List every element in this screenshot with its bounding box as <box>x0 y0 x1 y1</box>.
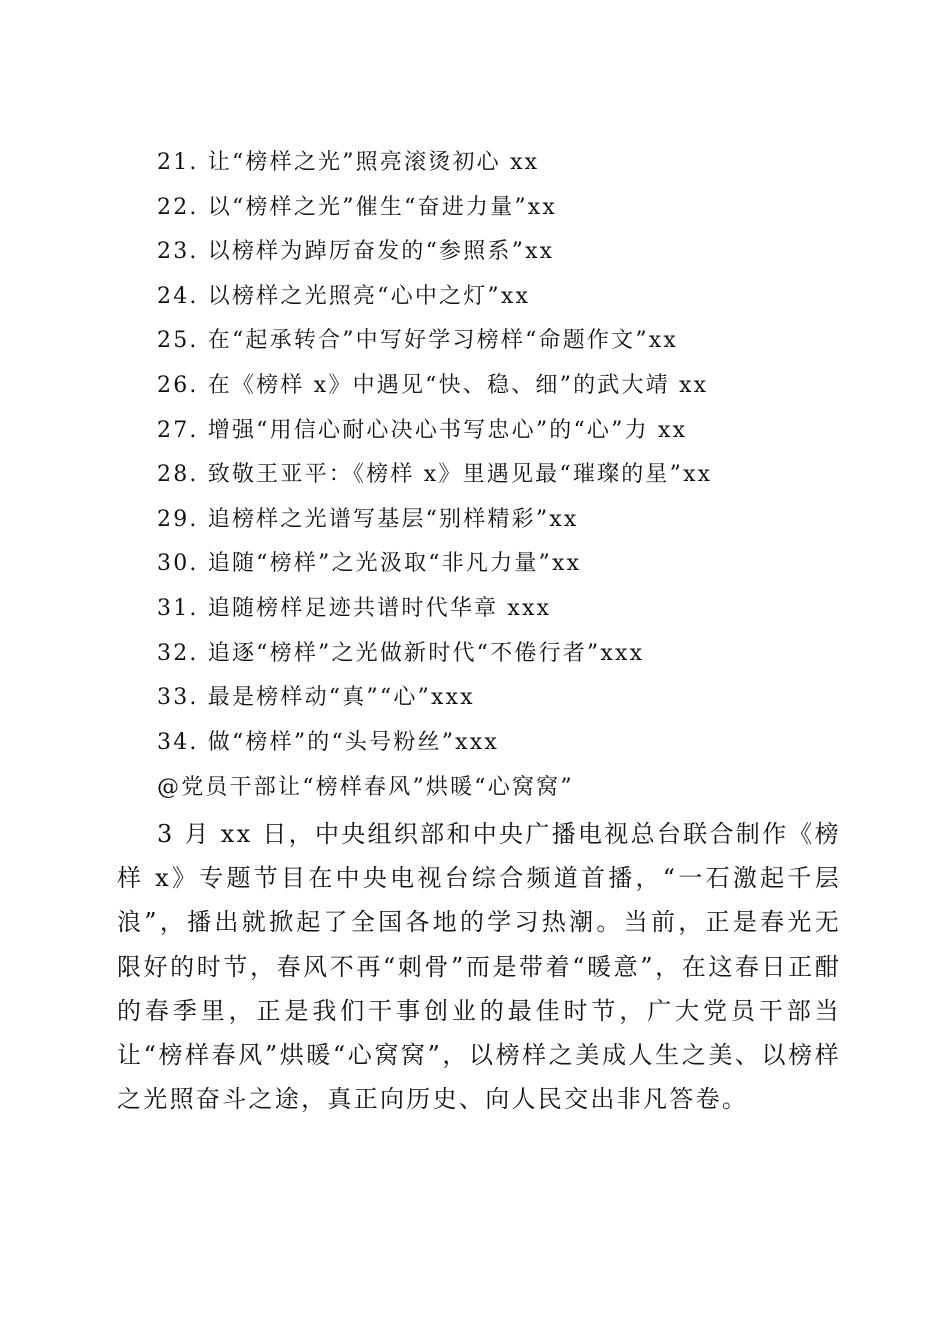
list-item: 25. 在“起承转合”中写好学习榜样“命题作文”xx <box>157 328 678 354</box>
list-item: 29. 追榜样之光谱写基层“别样精彩”xx <box>157 506 579 532</box>
list-item: 24. 以榜样之光照亮“心中之灯”xx <box>157 283 531 309</box>
article-heading: @党员干部让“榜样春风”烘暖“心窝窝” <box>157 775 574 800</box>
list-item: 31. 追随榜样足迹共谱时代华章 xxx <box>157 595 552 621</box>
list-item: 32. 追逐“榜样”之光做新时代“不倦行者”xxx <box>157 640 645 666</box>
title-list <box>157 145 712 769</box>
list-item: 26. 在《榜样 x》中遇见“快、稳、细”的武大靖 xx <box>157 372 709 398</box>
list-item: 30. 追随“榜样”之光汲取“非凡力量”xx <box>157 551 582 577</box>
list-item: 28. 致敬王亚平：《榜样 x》里遇见最“璀璨的星”xx <box>157 462 713 488</box>
article-body: 3 月 xx 日，中央组织部和中央广播电视总台联合制作《榜样 x》专题节目在中央电视台综合频道首播，“一石激起千层浪”，播出就掀起了全国各地的学习热潮。当前，正是春光无限好的时节，春风不再“刺骨”而是带着“暖意”，在这春日正酣的春季里，正是我们干事创业的最佳时节，广大党员干部当让“榜样春风”烘暖“心窝窝”，以榜样之美成人生之美、以榜样之光照奋斗之途，真正向历史、向人民交出非凡答卷。 <box>117 820 841 1114</box>
list-item: 34. 做“榜样”的“头号粉丝”xxx <box>157 729 499 755</box>
list-item: 23. 以榜样为踔厉奋发的“参照系”xx <box>157 239 555 265</box>
list-item: 21. 让“榜样之光”照亮滚烫初心 xx <box>157 150 540 175</box>
list-item: 22. 以“榜样之光”催生“奋进力量”xx <box>157 194 557 220</box>
list-item: 27. 增强“用信心耐心决心书写忠心”的“心”力 xx <box>157 417 688 443</box>
list-item: 33. 最是榜样动“真”“心”xxx <box>157 685 475 711</box>
